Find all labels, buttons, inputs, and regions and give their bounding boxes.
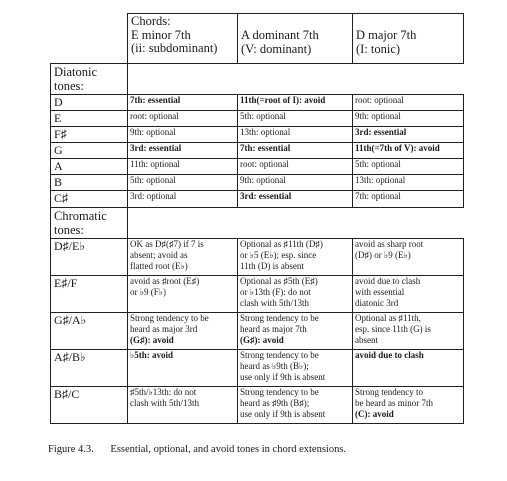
chromatic-section-row (51, 208, 464, 239)
cell-line: or ♭9 (F♭) (130, 287, 166, 297)
table-row (51, 350, 464, 387)
cell-line: heard as ♭9th (B♭); (240, 361, 309, 371)
cell-d-major (353, 387, 464, 424)
cell-line: be heard as minor 7th (355, 398, 433, 408)
cell-a-dominant (238, 350, 353, 387)
table-row (51, 239, 464, 276)
cell-line: or ♭13th (F): do not (240, 287, 311, 297)
cell-a-dominant: root: optional (238, 159, 353, 175)
cell-a-dominant: 9th: optional (238, 175, 353, 191)
column-header-d-major-7 (353, 14, 464, 64)
cell-d-major (353, 313, 464, 350)
cell-line: Optional as ♯11th (D♯) (240, 239, 323, 249)
cell-line: OK as D♯(♯7) if 7 is (130, 239, 204, 249)
column-header-a-dominant-7 (238, 14, 353, 64)
cell-line: Strong tendency to be (130, 313, 209, 323)
cell-d-major: 11th(=7th of V): avoid (353, 143, 464, 159)
cell-line: heard as major 3rd (130, 324, 198, 334)
cell-line: use only if 9th is absent (240, 372, 326, 382)
chords-label: Chords: (131, 14, 171, 28)
corner-blank (51, 14, 128, 64)
chord-name: E minor 7th (131, 27, 191, 42)
cell-line: avoid as sharp root (355, 239, 424, 249)
tone-label: E♯/F (51, 276, 128, 313)
table-row (51, 313, 464, 350)
tone-label: A♯/B♭ (51, 350, 128, 387)
cell-a-dominant: 5th: optional (238, 111, 353, 127)
section-spacer (128, 208, 464, 239)
cell-a-dominant (238, 276, 353, 313)
cell-d-major: 9th: optional (353, 111, 464, 127)
section-spacer (128, 64, 464, 95)
cell-line: clash with 5th/13th (240, 298, 309, 308)
tone-label: F♯ (51, 127, 128, 143)
chord-function: (I: tonic) (356, 41, 401, 56)
cell-d-major: 3rd: essential (353, 127, 464, 143)
cell-line: Strong tendency to be (240, 350, 319, 360)
table-row (51, 159, 464, 175)
table-row (51, 95, 464, 111)
tone-label: C♯ (51, 191, 128, 208)
table-row (51, 191, 464, 208)
table-row (51, 143, 464, 159)
table-row (51, 387, 464, 424)
cell-line: avoid as ♯root (E♯) (130, 276, 200, 286)
tone-label: D (51, 95, 128, 111)
cell-a-dominant: 13th: optional (238, 127, 353, 143)
cell-d-major (353, 239, 464, 276)
cell-a-dominant: 7th: essential (238, 143, 353, 159)
column-header-e-minor-7 (128, 14, 238, 64)
cell-line: Strong tendency to be (240, 387, 319, 397)
cell-line: (G♯): avoid (130, 335, 174, 345)
cell-a-dominant (238, 239, 353, 276)
cell-line: Strong tendency to be (240, 313, 319, 323)
tone-label: D♯/E♭ (51, 239, 128, 276)
cell-e-minor: 3rd: optional (128, 191, 238, 208)
diatonic-tones-header: Diatonic tones: (51, 64, 128, 95)
cell-line: Strong tendency to (355, 387, 423, 397)
cell-a-dominant (238, 387, 353, 424)
cell-line: Optional as ♯5th (E♯) (240, 276, 318, 286)
cell-d-major: 7th: optional (353, 191, 464, 208)
cell-line: (C): avoid (355, 409, 394, 419)
cell-line: absent; avoid as (130, 250, 188, 260)
cell-e-minor (128, 239, 238, 276)
cell-e-minor (128, 276, 238, 313)
cell-line: diatonic 3rd (355, 298, 399, 308)
table-header-row (51, 14, 464, 64)
chromatic-tones-header: Chromatic tones: (51, 208, 128, 239)
tone-label: B♯/C (51, 387, 128, 424)
tone-label: G (51, 143, 128, 159)
cell-line: ♭5th: avoid (130, 350, 174, 360)
tone-label: A (51, 159, 128, 175)
cell-e-minor: 3rd: essential (128, 143, 238, 159)
tone-label: G♯/A♭ (51, 313, 128, 350)
tone-label: B (51, 175, 128, 191)
cell-line: flatted root (E♭) (130, 261, 188, 271)
figure-number: Figure 4.3. (48, 444, 94, 455)
cell-e-minor (128, 387, 238, 424)
chord-extension-table (50, 13, 464, 424)
diatonic-section-row (51, 64, 464, 95)
figure-caption (48, 444, 346, 455)
tone-label: E (51, 111, 128, 127)
cell-line: heard as major 7th (240, 324, 307, 334)
cell-e-minor: 9th: optional (128, 127, 238, 143)
cell-line: avoid due to clash (355, 276, 421, 286)
cell-line: absent (355, 335, 378, 345)
chord-function: (ii: subdominant) (131, 41, 218, 55)
cell-e-minor: 7th: essential (128, 95, 238, 111)
cell-line: (G♯): avoid (240, 335, 284, 345)
cell-line: clash with 5th/13th (130, 398, 199, 408)
chord-name: D major 7th (356, 28, 417, 42)
table-row (51, 111, 464, 127)
table-row (51, 276, 464, 313)
cell-d-major: 13th: optional (353, 175, 464, 191)
cell-line: with essential (355, 287, 405, 297)
cell-line: ♯5th/♭13th: do not (130, 387, 197, 397)
cell-line: esp. since 11th (G) is (355, 324, 431, 334)
cell-e-minor: 5th: optional (128, 175, 238, 191)
cell-d-major (353, 276, 464, 313)
cell-line: Optional as ♯11th, (355, 313, 421, 323)
figure-caption-text: Essential, optional, and avoid tones in chord extensions. (110, 444, 347, 455)
cell-e-minor: root: optional (128, 111, 238, 127)
cell-e-minor (128, 313, 238, 350)
cell-a-dominant (238, 313, 353, 350)
cell-line: (D♯) or ♭9 (E♭) (355, 250, 411, 260)
cell-a-dominant: 11th(=root of I): avoid (238, 95, 353, 111)
cell-d-major: root: optional (353, 95, 464, 111)
cell-e-minor: 11th: optional (128, 159, 238, 175)
cell-line: avoid due to clash (355, 350, 424, 360)
table-row (51, 127, 464, 143)
table-row (51, 175, 464, 191)
chord-function: (V: dominant) (241, 41, 312, 56)
cell-e-minor (128, 350, 238, 387)
cell-d-major (353, 350, 464, 387)
cell-line: 11th (D) is absent (240, 261, 304, 271)
cell-line: or ♭5 (E♭); esp. since (240, 250, 317, 260)
cell-line: heard as ♯9th (B♯); (240, 398, 310, 408)
cell-d-major: 5th: optional (353, 159, 464, 175)
cell-line: use only if 9th is absent (240, 409, 326, 419)
chord-name: A dominant 7th (241, 28, 319, 42)
cell-a-dominant: 3rd: essential (238, 191, 353, 208)
